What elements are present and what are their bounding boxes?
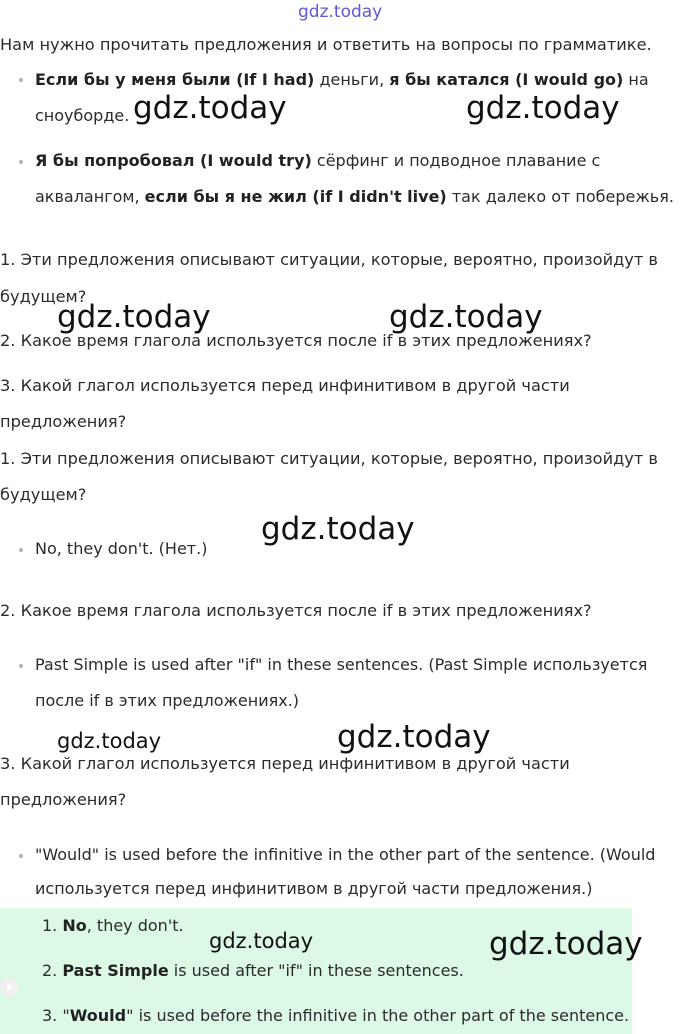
watermark: gdz.today [489, 926, 643, 962]
final-answer-2-rest: is used after "if" in these sentences. [168, 961, 464, 980]
bullet-icon [19, 664, 23, 668]
example-1-text: деньги, [314, 70, 390, 89]
question-3-line-2: предложения? [0, 412, 127, 431]
question-1-line-2: будущем? [0, 287, 87, 306]
bullet-icon [19, 548, 23, 552]
question-3-repeat-line-1: 3. Какой глагол используется перед инфинитивом в другой части [0, 754, 570, 773]
intro-text: Нам нужно прочитать предложения и ответить на вопросы по грамматике. [0, 35, 652, 54]
watermark: gdz.today [337, 719, 491, 755]
final-answer-1 [42, 916, 184, 936]
watermark: gdz.today [57, 299, 211, 335]
question-1-repeat-line-2: будущем? [0, 485, 87, 504]
final-answer-2-number: 2. [42, 961, 63, 980]
question-1-line-1: 1. Эти предложения описывают ситуации, которые, вероятно, произойдут в [0, 250, 658, 269]
answer-3-line-2: используется перед инфинитивом в другой части предложения.) [35, 879, 593, 898]
answer-3-line-1: "Would" is used before the infinitive in the other part of the sentence. (Would [35, 845, 656, 864]
bullet-icon [19, 78, 23, 82]
watermark: gdz.today [57, 729, 162, 753]
example-2-line-2 [35, 187, 674, 207]
watermark: gdz.today [466, 90, 620, 126]
example-2-text-2: аквалангом, [35, 187, 145, 206]
watermark: gdz.today [389, 299, 543, 335]
answer-2-line-1: Past Simple is used after "if" in these sentences. (Past Simple используется [35, 655, 648, 674]
final-answer-3 [42, 1006, 629, 1026]
watermark: gdz.today [261, 511, 415, 547]
question-1-repeat-line-1: 1. Эти предложения описывают ситуации, которые, вероятно, произойдут в [0, 449, 658, 468]
example-2-if-clause: если бы я не жил (if I didn't live) [144, 187, 447, 206]
final-answer-1-rest: , they don't. [86, 916, 184, 935]
bullet-icon [19, 160, 23, 164]
question-3-line-1: 3. Какой глагол используется перед инфинитивом в другой части [0, 376, 570, 395]
example-1-line-2: сноуборде. [35, 106, 130, 125]
final-answer-3-bold: Would [69, 1006, 127, 1025]
answer-2-line-2: после if в этих предложениях.) [35, 691, 300, 710]
bullet-icon [19, 854, 23, 858]
example-1-if-clause: Если бы у меня были (If I had) [35, 70, 315, 89]
example-1-main-clause: я бы катался (I would go) [389, 70, 624, 89]
example-2-text: сёрфинг и подводное плавание с [311, 151, 601, 170]
watermark: gdz.today [209, 929, 314, 953]
question-2: 2. Какое время глагола используется после if в этих предложениях? [0, 331, 592, 350]
final-answer-2-bold: Past Simple [62, 961, 169, 980]
example-1-text-2: на [623, 70, 649, 89]
answer-1: No, they don't. (Нет.) [35, 539, 208, 558]
final-answer-2 [42, 961, 464, 981]
final-answer-1-bold: No [62, 916, 87, 935]
question-3-repeat-line-2: предложения? [0, 790, 127, 809]
example-2-text-3: так далеко от побережья. [446, 187, 674, 206]
example-2-line-1 [35, 151, 600, 171]
final-answer-3-rest: " is used before the infinitive in the other part of the sentence. [126, 1006, 630, 1025]
watermark-top: gdz.today [298, 2, 383, 22]
play-icon[interactable] [0, 978, 18, 996]
watermark: gdz.today [133, 90, 287, 126]
final-answer-3-number: 3. " [42, 1006, 70, 1025]
example-2-main-clause: Я бы попробовал (I would try) [35, 151, 312, 170]
example-1-line-1 [35, 70, 649, 90]
final-answer-1-number: 1. [42, 916, 63, 935]
question-2-repeat: 2. Какое время глагола используется после if в этих предложениях? [0, 601, 592, 620]
